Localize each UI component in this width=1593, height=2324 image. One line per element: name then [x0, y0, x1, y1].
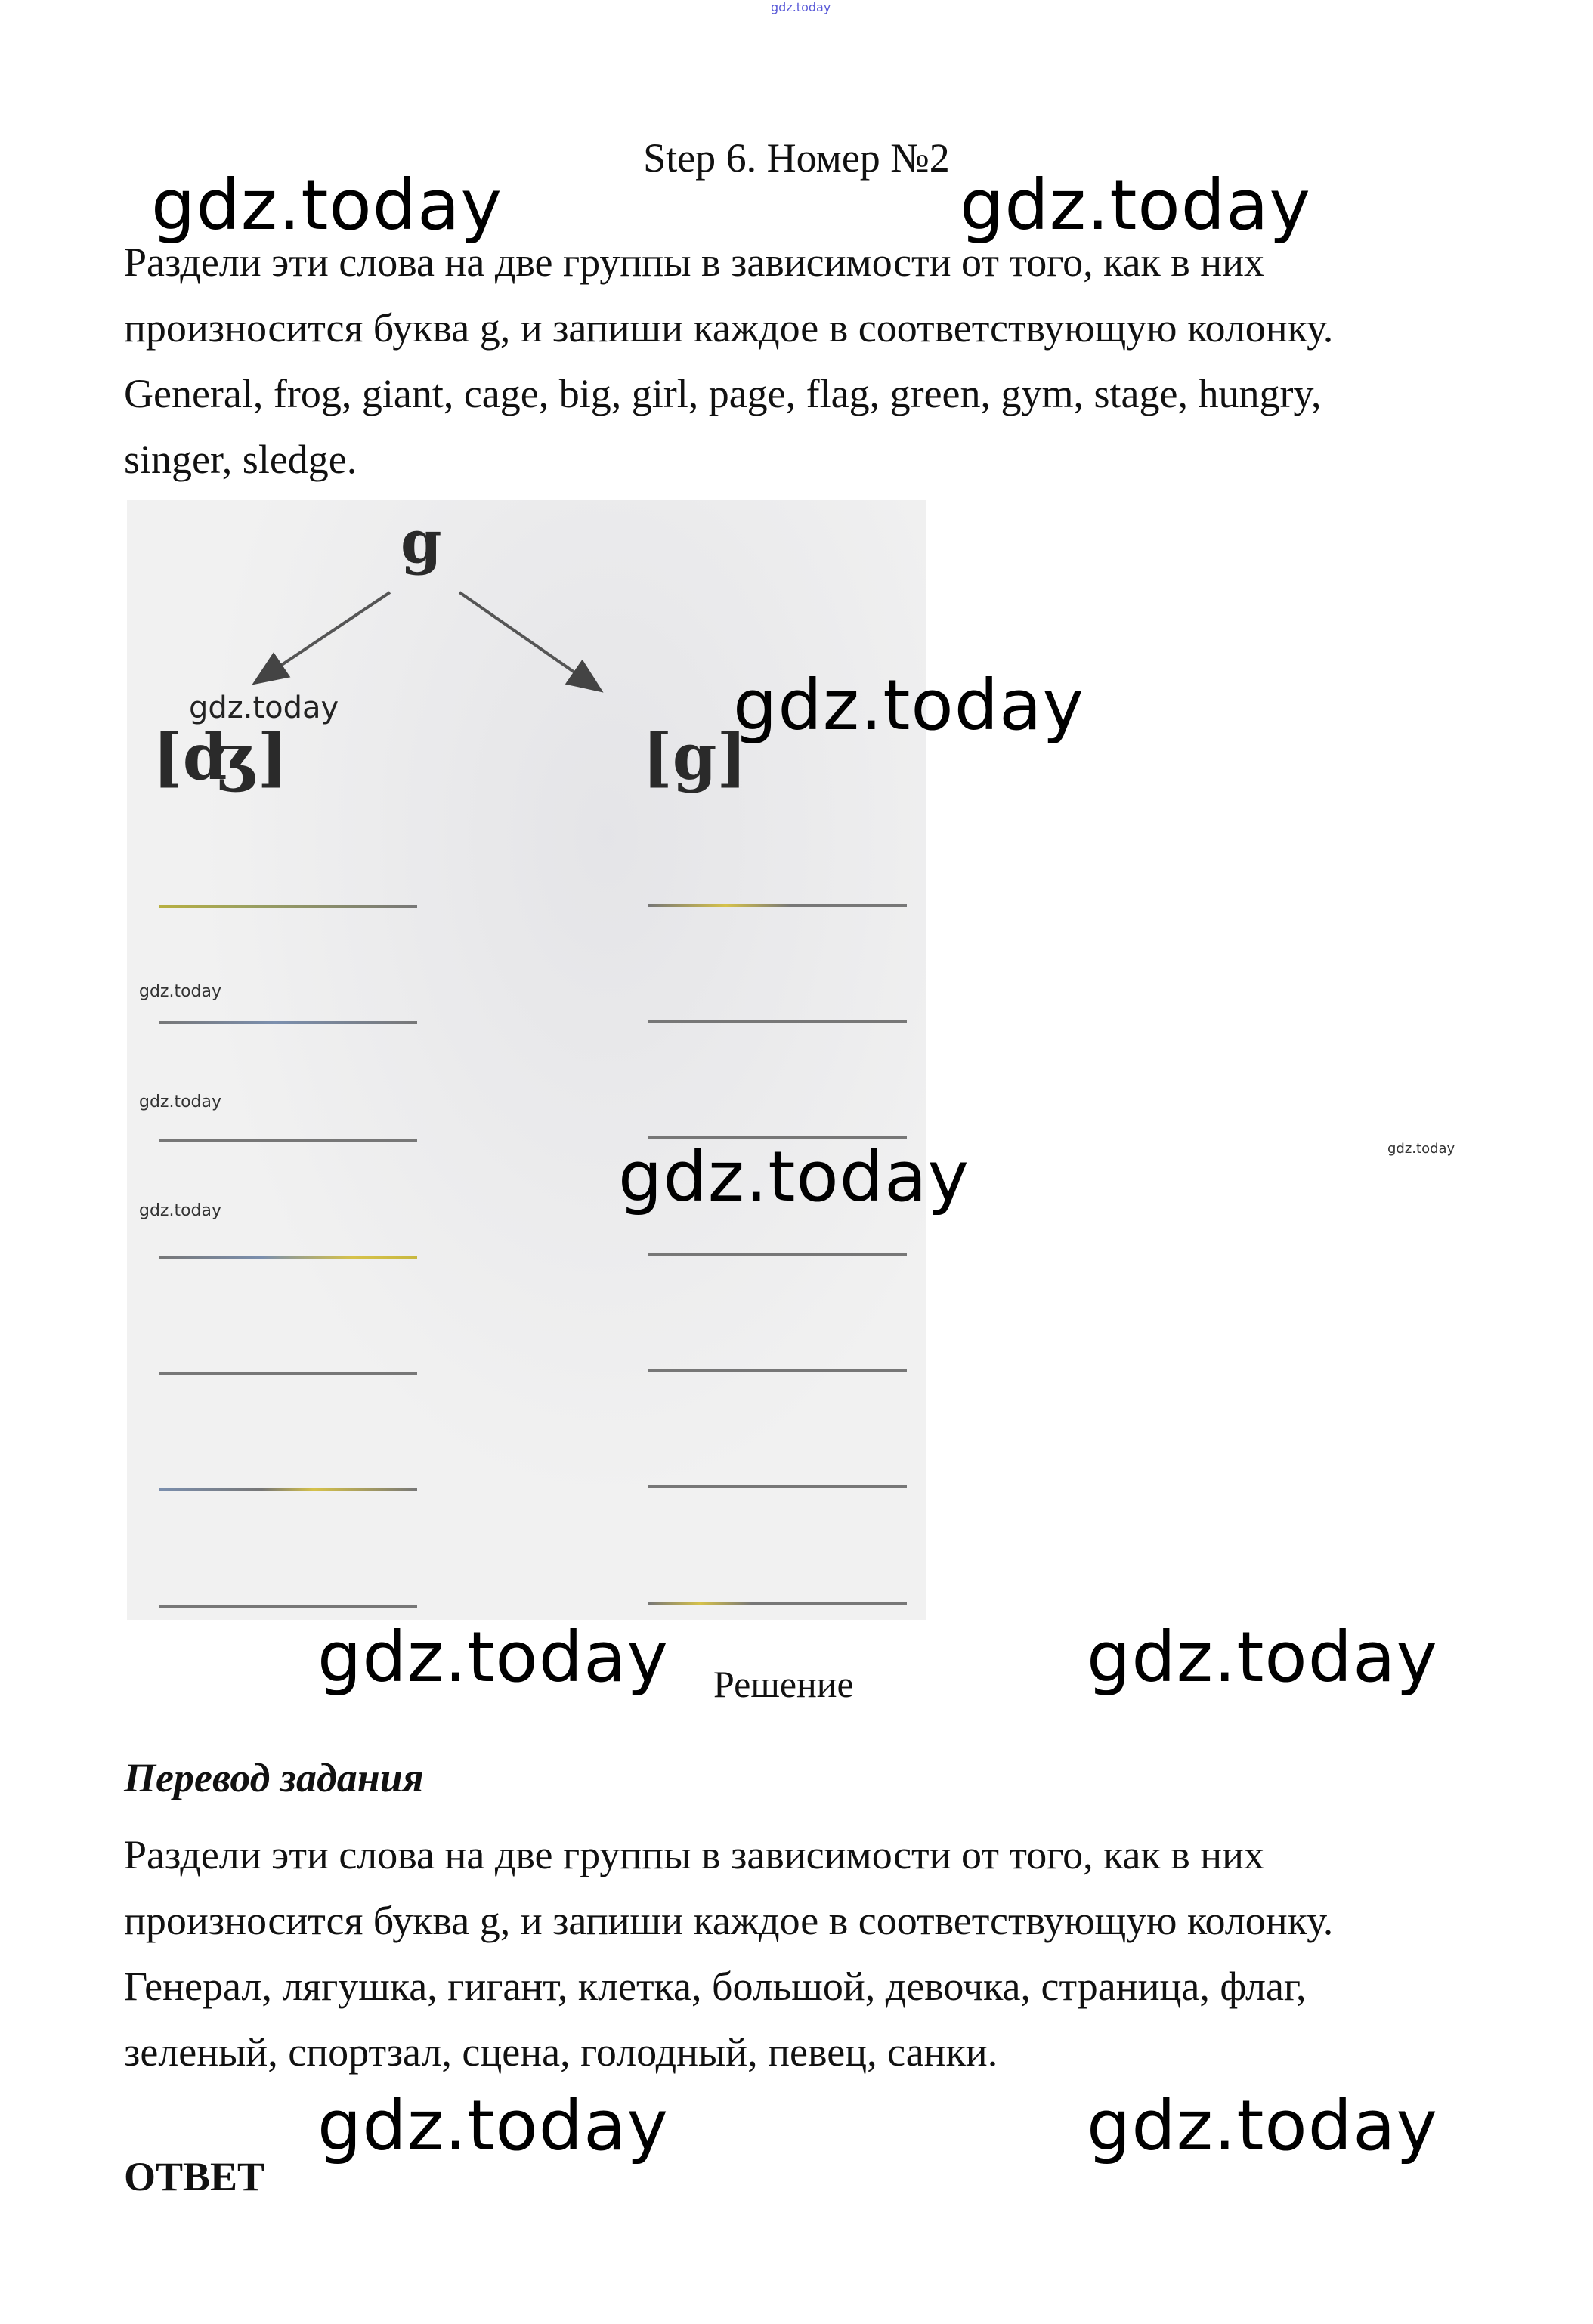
- watermark: gdz.today: [1387, 1141, 1455, 1157]
- watermark: gdz.today: [317, 2085, 669, 2166]
- watermark: gdz.today: [733, 665, 1084, 746]
- watermark: gdz.today: [618, 1136, 970, 1217]
- blank-line: [648, 1602, 907, 1605]
- blank-line: [159, 1139, 417, 1142]
- task-line: произносится буква g, и запиши каждое в соответствующую колонку.: [124, 305, 1334, 351]
- task-line: singer, sledge.: [124, 437, 357, 482]
- blank-line: [159, 1256, 417, 1259]
- translation-text: [124, 1822, 1499, 2085]
- watermark: gdz.today: [139, 982, 222, 1001]
- translation-line: Генерал, лягушка, гигант, клетка, большой, девочка, страница, флаг,: [124, 1964, 1307, 2009]
- translation-line: зеленый, спортзал, сцена, голодный, певец, санки.: [124, 2029, 998, 2075]
- exercise-letter: g: [401, 508, 442, 576]
- translation-heading: Перевод задания: [124, 1755, 424, 1800]
- watermark: gdz.today: [1087, 2085, 1438, 2166]
- translation-line: Раздели эти слова на две группы в зависимости от того, как в них: [124, 1832, 1265, 1877]
- translation-line: произносится буква g, и запиши каждое в соответствующую колонку.: [124, 1898, 1334, 1943]
- blank-line: [648, 1253, 907, 1256]
- watermark: gdz.today: [139, 1201, 222, 1220]
- solution-label: Решение: [713, 1663, 854, 1705]
- blank-line: [648, 1020, 907, 1023]
- watermark: gdz.today: [1087, 1617, 1438, 1698]
- watermark: gdz.today: [189, 691, 339, 725]
- blank-line: [648, 1485, 907, 1488]
- phoneme-left: [ʤ]: [153, 719, 288, 794]
- blank-line: [159, 1488, 417, 1491]
- task-line: Раздели эти слова на две группы в зависимости от того, как в них: [124, 240, 1265, 285]
- watermark: gdz.today: [960, 165, 1311, 246]
- blank-line: [159, 905, 417, 908]
- page-title: Step 6. Номер №2: [643, 135, 950, 181]
- task-text: [124, 230, 1499, 493]
- watermark: gdz.today: [151, 165, 503, 246]
- task-line: General, frog, giant, cage, big, girl, page, flag, green, gym, stage, hungry,: [124, 371, 1322, 416]
- watermark: gdz.today: [317, 1617, 669, 1698]
- blank-line: [159, 1605, 417, 1608]
- watermark: gdz.today: [139, 1092, 222, 1111]
- blank-line: [648, 1369, 907, 1372]
- blank-line: [159, 1372, 417, 1375]
- blank-line: [159, 1021, 417, 1024]
- answer-label: ОТВЕТ: [124, 2154, 265, 2199]
- watermark-top: gdz.today: [771, 0, 831, 14]
- phoneme-right: [g]: [642, 719, 747, 794]
- blank-line: [648, 904, 907, 907]
